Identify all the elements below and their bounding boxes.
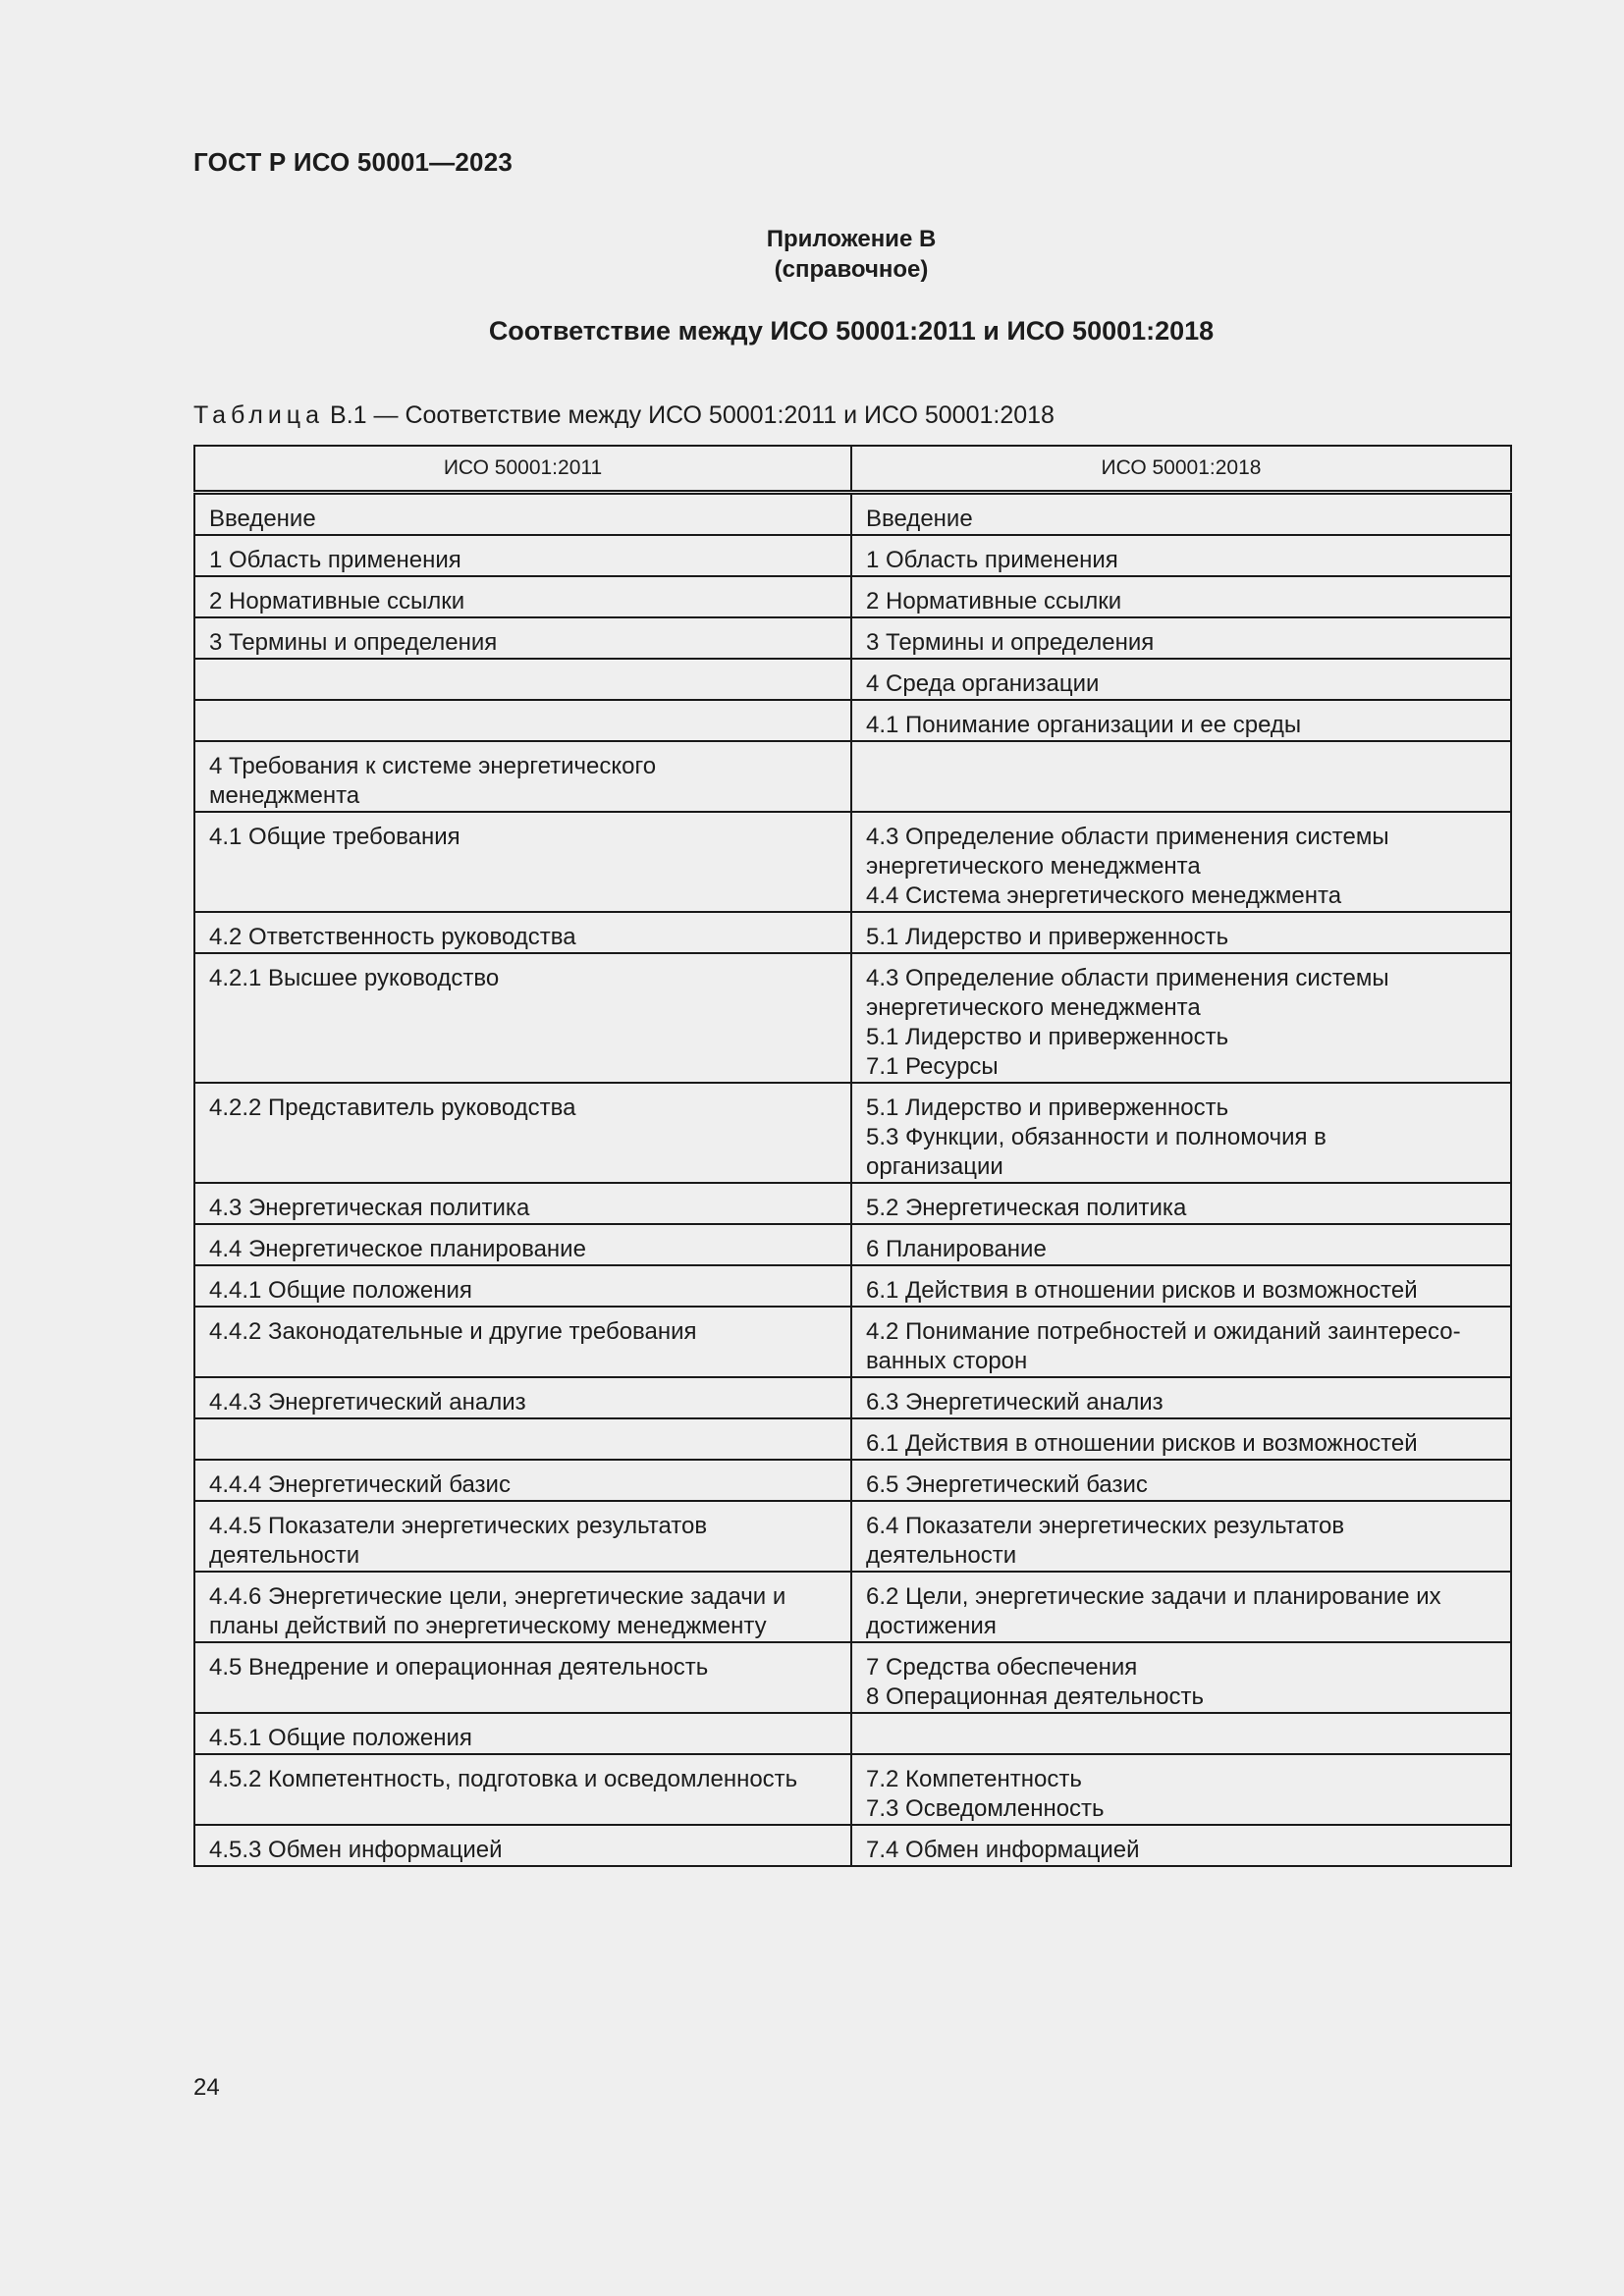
cell-line: 4.4.1 Общие положения xyxy=(209,1277,472,1304)
cell-iso-2018 xyxy=(851,1224,1511,1265)
table-row xyxy=(194,1083,1511,1183)
table-row xyxy=(194,1713,1511,1754)
cell-line: 4.5.1 Общие положения xyxy=(209,1725,472,1751)
cell-iso-2011 xyxy=(194,1642,851,1713)
cell-iso-2011 xyxy=(194,1460,851,1501)
cell-line: 4.2 Ответственность руководства xyxy=(209,924,576,950)
cell-line: 4.4 Система энергетического менеджмента xyxy=(866,882,1342,909)
table-row xyxy=(194,1642,1511,1713)
cell-iso-2011 xyxy=(194,1501,851,1572)
table-caption xyxy=(193,401,1055,430)
cell-iso-2011 xyxy=(194,1572,851,1642)
cell-line: достижения xyxy=(866,1613,997,1639)
table-row xyxy=(194,1418,1511,1460)
cell-line: планы действий по энергетическому менеджменту xyxy=(209,1613,767,1639)
cell-iso-2011 xyxy=(194,617,851,659)
cell-line: 4.3 Энергетическая политика xyxy=(209,1195,530,1221)
cell-iso-2011 xyxy=(194,493,851,536)
cell-iso-2018 xyxy=(851,535,1511,576)
cell-iso-2018 xyxy=(851,1501,1511,1572)
cell-iso-2011 xyxy=(194,1083,851,1183)
cell-line: 4.1 Общие требования xyxy=(209,824,460,850)
table-caption-label: Таблица xyxy=(193,401,325,429)
table-row xyxy=(194,1265,1511,1307)
page-title: Соответствие между ИСО 50001:2011 и ИСО 50001:2018 xyxy=(488,316,1215,346)
table-row xyxy=(194,659,1511,700)
cell-iso-2011 xyxy=(194,1377,851,1418)
cell-line: 7.4 Обмен информацией xyxy=(866,1837,1140,1863)
cell-line: 5.1 Лидерство и приверженность xyxy=(866,924,1229,950)
cell-iso-2018 xyxy=(851,1642,1511,1713)
cell-line: 7.2 Компетентность xyxy=(866,1766,1082,1792)
cell-iso-2011 xyxy=(194,953,851,1083)
cell-line: 4.4.2 Законодательные и другие требования xyxy=(209,1318,697,1345)
cell-iso-2011 xyxy=(194,812,851,912)
cell-line: деятельности xyxy=(866,1542,1017,1569)
cell-line: Введение xyxy=(209,506,316,532)
cell-line: 4.4.4 Энергетический базис xyxy=(209,1471,511,1498)
cell-iso-2011 xyxy=(194,1713,851,1754)
cell-line: 4.1 Понимание организации и ее среды xyxy=(866,712,1302,738)
cell-line: 6.2 Цели, энергетические задачи и планирование их xyxy=(866,1583,1441,1610)
cell-line: 4.2.1 Высшее руководство xyxy=(209,965,500,991)
cell-iso-2011 xyxy=(194,1224,851,1265)
cell-iso-2011 xyxy=(194,576,851,617)
table-row xyxy=(194,700,1511,741)
cell-line: 6.1 Действия в отношении рисков и возможностей xyxy=(866,1277,1418,1304)
cell-iso-2018 xyxy=(851,1307,1511,1377)
page-number: 24 xyxy=(193,2074,220,2101)
cell-line: 2 Нормативные ссылки xyxy=(209,588,465,614)
cell-iso-2018 xyxy=(851,493,1511,536)
appendix-subtitle: (справочное) xyxy=(774,256,929,283)
cell-line: 4.4.6 Энергетические цели, энергетические задачи и xyxy=(209,1583,786,1610)
table-row xyxy=(194,953,1511,1083)
cell-line: 6 Планирование xyxy=(866,1236,1047,1262)
cell-line: 4 Требования к системе энергетического xyxy=(209,753,657,779)
table-row xyxy=(194,617,1511,659)
cell-line: 5.3 Функции, обязанности и полномочия в xyxy=(866,1124,1326,1150)
cell-line: 4.4 Энергетическое планирование xyxy=(209,1236,586,1262)
table-row xyxy=(194,1825,1511,1866)
cell-line: 4.5 Внедрение и операционная деятельность xyxy=(209,1654,709,1681)
cell-line: 4.4.3 Энергетический анализ xyxy=(209,1389,526,1415)
cell-line: энергетического менеджмента xyxy=(866,853,1201,880)
correspondence-table xyxy=(193,445,1512,1867)
cell-iso-2011 xyxy=(194,1307,851,1377)
cell-line: 7.1 Ресурсы xyxy=(866,1053,999,1080)
cell-line: 7.3 Осведомленность xyxy=(866,1795,1105,1822)
cell-line: менеджмента xyxy=(209,782,360,809)
cell-iso-2011 xyxy=(194,912,851,953)
cell-line: 7 Средства обеспечения xyxy=(866,1654,1138,1681)
table-row xyxy=(194,741,1511,812)
table-row xyxy=(194,912,1511,953)
cell-line: 3 Термины и определения xyxy=(866,629,1155,656)
cell-line: 5.2 Энергетическая политика xyxy=(866,1195,1187,1221)
table-row xyxy=(194,1183,1511,1224)
cell-iso-2018 xyxy=(851,1713,1511,1754)
table-row xyxy=(194,1572,1511,1642)
cell-line: 6.1 Действия в отношении рисков и возможностей xyxy=(866,1430,1418,1457)
table-row xyxy=(194,535,1511,576)
cell-iso-2018 xyxy=(851,1460,1511,1501)
cell-iso-2011 xyxy=(194,659,851,700)
cell-iso-2011 xyxy=(194,1754,851,1825)
cell-iso-2018 xyxy=(851,812,1511,912)
document-header: ГОСТ Р ИСО 50001—2023 xyxy=(193,147,514,177)
cell-line: 8 Операционная деятельность xyxy=(866,1683,1204,1710)
cell-iso-2018 xyxy=(851,659,1511,700)
table-row xyxy=(194,812,1511,912)
cell-iso-2018 xyxy=(851,617,1511,659)
cell-iso-2018 xyxy=(851,1825,1511,1866)
cell-line: 4.3 Определение области применения системы xyxy=(866,965,1389,991)
table-row xyxy=(194,1754,1511,1825)
cell-iso-2011 xyxy=(194,1183,851,1224)
cell-line: 4.3 Определение области применения системы xyxy=(866,824,1389,850)
cell-iso-2018 xyxy=(851,1265,1511,1307)
table-header-row xyxy=(194,446,1511,493)
cell-line: 5.1 Лидерство и приверженность xyxy=(866,1024,1229,1050)
cell-line: 6.3 Энергетический анализ xyxy=(866,1389,1164,1415)
cell-iso-2018 xyxy=(851,1083,1511,1183)
cell-line: энергетического менеджмента xyxy=(866,994,1201,1021)
table-row xyxy=(194,1501,1511,1572)
table-row xyxy=(194,1224,1511,1265)
cell-iso-2018 xyxy=(851,576,1511,617)
table-row xyxy=(194,1307,1511,1377)
cell-line: 6.5 Энергетический базис xyxy=(866,1471,1148,1498)
table-row xyxy=(194,1460,1511,1501)
cell-line: 6.4 Показатели энергетических результатов xyxy=(866,1513,1345,1539)
cell-iso-2011 xyxy=(194,1418,851,1460)
cell-line: 4.5.2 Компетентность, подготовка и осведомленность xyxy=(209,1766,798,1792)
cell-iso-2011 xyxy=(194,700,851,741)
appendix-heading xyxy=(193,224,1509,285)
cell-line: 3 Термины и определения xyxy=(209,629,498,656)
cell-iso-2018 xyxy=(851,700,1511,741)
cell-line: 4 Среда организации xyxy=(866,670,1100,697)
cell-line: деятельности xyxy=(209,1542,360,1569)
cell-iso-2018 xyxy=(851,953,1511,1083)
cell-line: 4.5.3 Обмен информацией xyxy=(209,1837,503,1863)
cell-iso-2011 xyxy=(194,1265,851,1307)
cell-iso-2018 xyxy=(851,912,1511,953)
cell-iso-2018 xyxy=(851,1377,1511,1418)
cell-line: 2 Нормативные ссылки xyxy=(866,588,1122,614)
table-row xyxy=(194,493,1511,536)
cell-iso-2018 xyxy=(851,1183,1511,1224)
cell-iso-2018 xyxy=(851,741,1511,812)
appendix-title: Приложение В xyxy=(766,226,937,252)
cell-line: 4.4.5 Показатели энергетических результатов xyxy=(209,1513,708,1539)
cell-line: 1 Область применения xyxy=(209,547,461,573)
cell-iso-2011 xyxy=(194,535,851,576)
cell-line: 1 Область применения xyxy=(866,547,1118,573)
cell-line: ванных сторон xyxy=(866,1348,1028,1374)
table-caption-text: В.1 — Соответствие между ИСО 50001:2011 и ИСО 50001:2018 xyxy=(330,401,1055,429)
column-header-2011: ИСО 50001:2011 xyxy=(194,446,851,493)
cell-line: 4.2 Понимание потребностей и ожиданий заинтересо- xyxy=(866,1318,1461,1345)
table-row xyxy=(194,1377,1511,1418)
table-row xyxy=(194,576,1511,617)
cell-line: организации xyxy=(866,1153,1003,1180)
cell-iso-2018 xyxy=(851,1572,1511,1642)
cell-line: 4.2.2 Представитель руководства xyxy=(209,1095,576,1121)
cell-iso-2011 xyxy=(194,1825,851,1866)
cell-line: 5.1 Лидерство и приверженность xyxy=(866,1095,1229,1121)
cell-line: Введение xyxy=(866,506,973,532)
column-header-2018: ИСО 50001:2018 xyxy=(851,446,1511,493)
cell-iso-2011 xyxy=(194,741,851,812)
table-body xyxy=(194,493,1511,1867)
cell-iso-2018 xyxy=(851,1418,1511,1460)
cell-iso-2018 xyxy=(851,1754,1511,1825)
